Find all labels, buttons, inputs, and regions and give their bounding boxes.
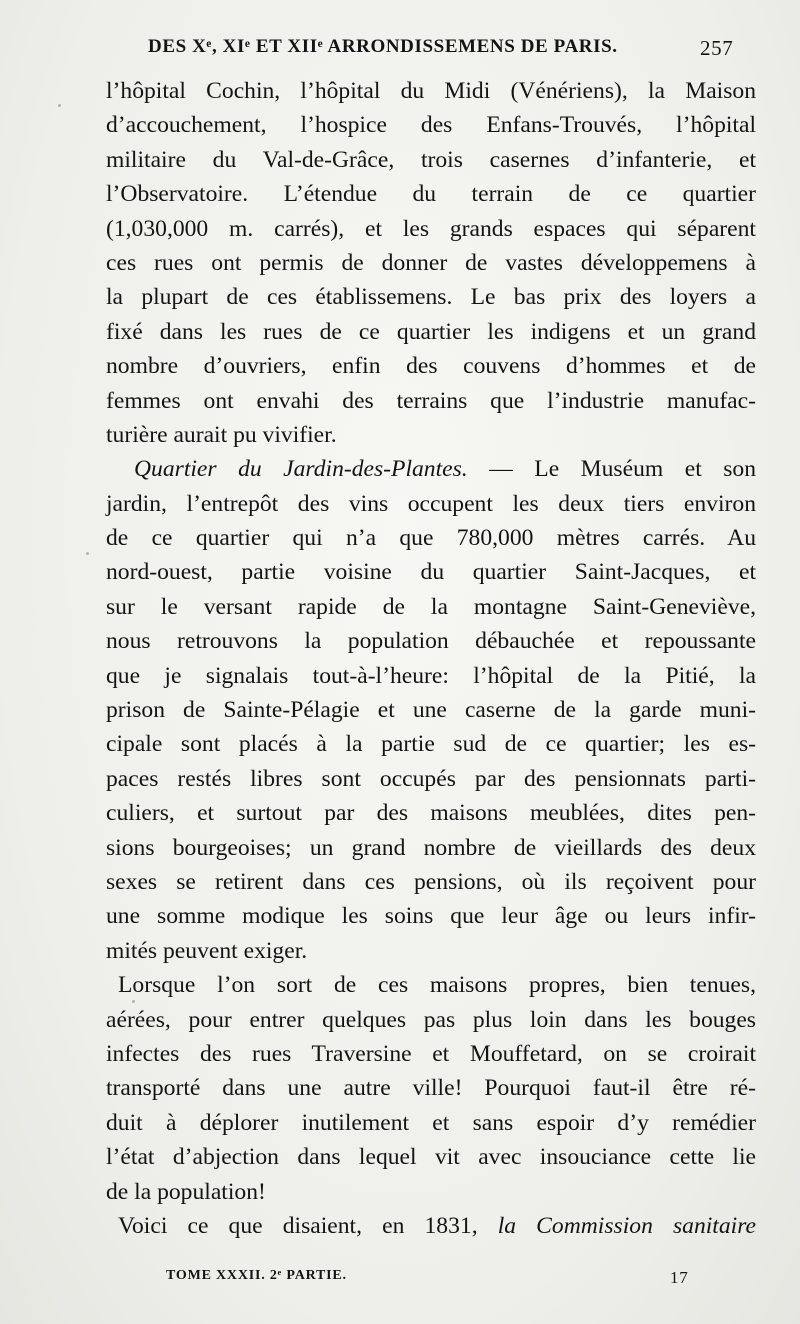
text-line: que je signalais tout-à-l’heure: l’hôpital de la Pitié, la (106, 662, 756, 689)
text-line: (1,030,000 m. carrés), et les grands espaces qui séparent (106, 215, 756, 242)
text-line: aérées, pour entrer quelques pas plus loin dans les bouges (106, 1006, 756, 1033)
running-head (148, 36, 768, 70)
text-line: la plupart de ces établissemens. Le bas prix des loyers a (106, 284, 756, 311)
text-line: cipale sont placés à la partie sud de ce quartier; les es- (106, 731, 756, 758)
text-line: ces rues ont permis de donner de vastes développemens à (106, 249, 756, 276)
text-line: l’hôpital Cochin, l’hôpital du Midi (Vénériens), la Maison (106, 78, 756, 104)
text-line: Lorsque l’on sort de ces maisons propres, bien tenues, (118, 972, 756, 999)
text-line: nord-ouest, partie voisine du quartier Saint-Jacques, et (106, 559, 756, 586)
section-first-line-rest: — Le Muséum et son (489, 456, 757, 483)
text-line: culiers, et surtout par des maisons meublées, dites pen- (106, 800, 756, 827)
text-line: infectes des rues Traversine et Mouffetard, on se croirait (106, 1040, 756, 1067)
text-line: duit à déplorer inutilement et sans espoir d’y remédier (106, 1109, 756, 1136)
paper-speck (132, 1000, 135, 1003)
text-line: d’accouchement, l’hospice des Enfans-Trouvés, l’hôpital (106, 112, 756, 139)
text-line: transporté dans une autre ville! Pourquoi faut-il être ré- (106, 1075, 756, 1102)
text-line: de la population! (106, 1178, 266, 1205)
text-line: paces restés libres sont occupés par des pensionnats parti- (106, 765, 756, 792)
text-line-last (106, 1209, 756, 1243)
page-number: 257 (700, 36, 734, 60)
text-line: de ce quartier qui n’a que 780,000 mètres carrés. Au (106, 525, 756, 552)
text-line: turière aurait pu vivifier. (106, 421, 337, 448)
text-line: fixé dans les rues de ce quartier les indigens et un grand (106, 318, 756, 345)
text-line: militaire du Val-de-Grâce, trois casernes d’infanterie, et (106, 146, 756, 173)
text-line: nombre d’ouvriers, enfin des couvens d’hommes et de (106, 353, 756, 380)
text-line: une somme modique les soins que leur âge ou leurs infir- (106, 903, 756, 930)
section-heading-line (106, 452, 756, 486)
running-title: DES Xᵉ, XIᵉ ET XIIᵉ ARRONDISSEMENS DE PARIS. (148, 36, 618, 57)
text-line: prison de Sainte-Pélagie et une caserne de la garde muni- (106, 697, 756, 724)
last-line-start: Voici ce que disaient, en 1831, (118, 1212, 478, 1239)
text-line: l’Observatoire. L’étendue du terrain de ce quartier (106, 181, 756, 208)
text-line: sur le versant rapide de la montagne Saint-Geneviève, (106, 593, 756, 620)
gathering-signature: 17 (670, 1268, 689, 1287)
section-title: Quartier du Jardin-des-Plantes. (134, 456, 468, 483)
paper-speck (86, 552, 89, 555)
text-line: femmes ont envahi des terrains que l’industrie manufac- (106, 387, 756, 414)
text-line: jardin, l’entrepôt des vins occupent les deux tiers environ (106, 490, 756, 517)
text-line: sexes se retirent dans ces pensions, où ils reçoivent pour (106, 868, 756, 895)
commission-title: la Commission sanitaire (497, 1212, 756, 1239)
paper-speck (58, 104, 61, 107)
text-line: mités peuvent exiger. (106, 937, 308, 964)
text-line: sions bourgeoises; un grand nombre de vieillards des deux (106, 834, 756, 861)
body-text (106, 74, 756, 1243)
volume-signature: TOME XXXII. 2ᵉ PARTIE. (166, 1268, 347, 1283)
page-footer (166, 1268, 689, 1292)
text-line: l’état d’abjection dans lequel vit avec insouciance cette lie (106, 1144, 756, 1171)
text-line: nous retrouvons la population débauchée et repoussante (106, 628, 756, 655)
